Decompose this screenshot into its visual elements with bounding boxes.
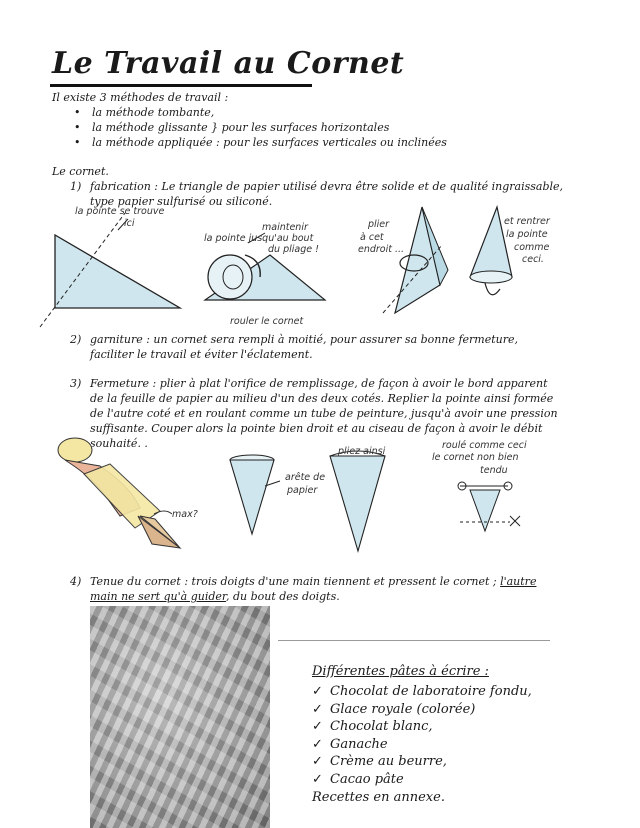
item4-text (90, 574, 570, 604)
note-plier: plier (368, 219, 390, 230)
item2-line2: faciliter le travail et éviter l'éclatement. (90, 348, 313, 361)
note-tendu: tendu (480, 465, 508, 476)
method-item: • la méthode appliquée : pour les surfaces verticales ou inclinées (72, 135, 592, 150)
rolled-cone (470, 490, 500, 531)
item4-number: 4) (70, 575, 82, 588)
method-item: • la méthode glissante } pour les surfaces horizontales (72, 120, 592, 135)
paste-item: ✓ Crème au beurre, (312, 754, 447, 769)
folding-cone (395, 207, 440, 313)
check-icon: ✓ (312, 719, 323, 734)
method-item: • la méthode tombante, (72, 105, 592, 120)
flat-cone (330, 456, 385, 551)
note-cornet-non: le cornet non bien (432, 452, 519, 463)
item1-line1: fabrication : Le triangle de papier utilisé devra être solide et de qualité ingraissable, (90, 180, 564, 193)
page-title: Le Travail au Cornet (52, 46, 405, 81)
item3-line1: Fermeture : plier à plat l'orifice de remplissage, de façon à avoir le bord apparent (90, 377, 548, 390)
scissors-icon (510, 516, 520, 526)
check-icon: ✓ (312, 754, 323, 769)
pastes-heading: Différentes pâtes à écrire : (312, 664, 489, 679)
note-rentrer: et rentrer (504, 216, 550, 227)
paste-item: ✓ Chocolat blanc, (312, 719, 433, 734)
note-comme: comme (514, 242, 550, 253)
note-maintenir: maintenir (262, 222, 308, 233)
separator-line (278, 640, 550, 641)
item3-line4: suffisante. Couper alors la pointe bien droit et au ciseau de façon à avoir le débit (90, 422, 543, 435)
note-pliage: du pliage ! (268, 244, 319, 255)
open-cone (230, 460, 274, 534)
note-endroit: endroit ... (358, 244, 405, 255)
item1-line2: type papier sulfurisé ou siliconé. (90, 195, 273, 208)
note-max: max? (172, 509, 198, 520)
item4-underlined-2: main ne sert qu'à guider (90, 590, 226, 603)
check-icon: ✓ (312, 684, 323, 699)
pastes-list (312, 683, 532, 788)
cone-top (58, 438, 92, 462)
paste-item: ✓ Ganache (312, 736, 388, 752)
item3-number: 3) (70, 377, 82, 390)
item3-line2: de la feuille de papier au milieu d'un des deux cotés. Replier la pointe ainsi formée (90, 392, 554, 405)
note-arete: arête de (285, 472, 326, 483)
cone-tip-2 (138, 516, 180, 548)
paper-triangle (55, 235, 180, 308)
pastes-footer: Recettes en annexe. (312, 790, 445, 805)
note-roule: roulé comme ceci (442, 440, 527, 451)
note-ici: ici (124, 218, 135, 229)
note-ceci: ceci. (522, 254, 544, 265)
section-heading: Le cornet. (52, 165, 109, 178)
note-papier: papier (287, 485, 318, 496)
item2-number: 2) (70, 333, 82, 346)
tuck-arrow (485, 283, 500, 295)
note-pointe: la pointe se trouve (75, 206, 165, 217)
intro-text: Il existe 3 méthodes de travail : (52, 91, 229, 104)
note-rouler: rouler le cornet (230, 316, 304, 327)
finished-cone-top (470, 271, 512, 283)
check-icon: ✓ (312, 736, 323, 752)
methods-list (72, 105, 592, 150)
title-underline (50, 84, 312, 87)
check-icon: ✓ (312, 771, 323, 787)
note-pointe-bout: la pointe jusqu'au bout (204, 233, 314, 244)
item1-number: 1) (70, 180, 82, 193)
item4-underlined-1: l'autre (500, 575, 537, 588)
piping-photo (90, 606, 270, 828)
note-pliez: pliez ainsi (338, 446, 386, 457)
item4-text-after: , du bout des doigts. (225, 590, 340, 603)
item3-line3: de l'autre coté et en roulant comme un tube de peinture, jusqu'à avoir une pression (90, 407, 558, 420)
paste-item: ✓ Chocolat de laboratoire fondu, (312, 684, 532, 699)
paper-roll (208, 255, 252, 299)
check-icon: ✓ (312, 701, 323, 717)
note-la-pointe: la pointe (506, 229, 548, 240)
paste-item: ✓ Cacao pâte (312, 771, 404, 787)
item4-text-before: Tenue du cornet : trois doigts d'une main tiennent et pressent le cornet ; (90, 575, 501, 588)
note-a-cet: à cet (360, 232, 384, 243)
paste-item: ✓ Glace royale (colorée) (312, 701, 476, 717)
item3-line5: souhaité. . (90, 437, 148, 450)
item2-line1: garniture : un cornet sera rempli à moitié, pour assurer sa bonne fermeture, (90, 333, 519, 346)
